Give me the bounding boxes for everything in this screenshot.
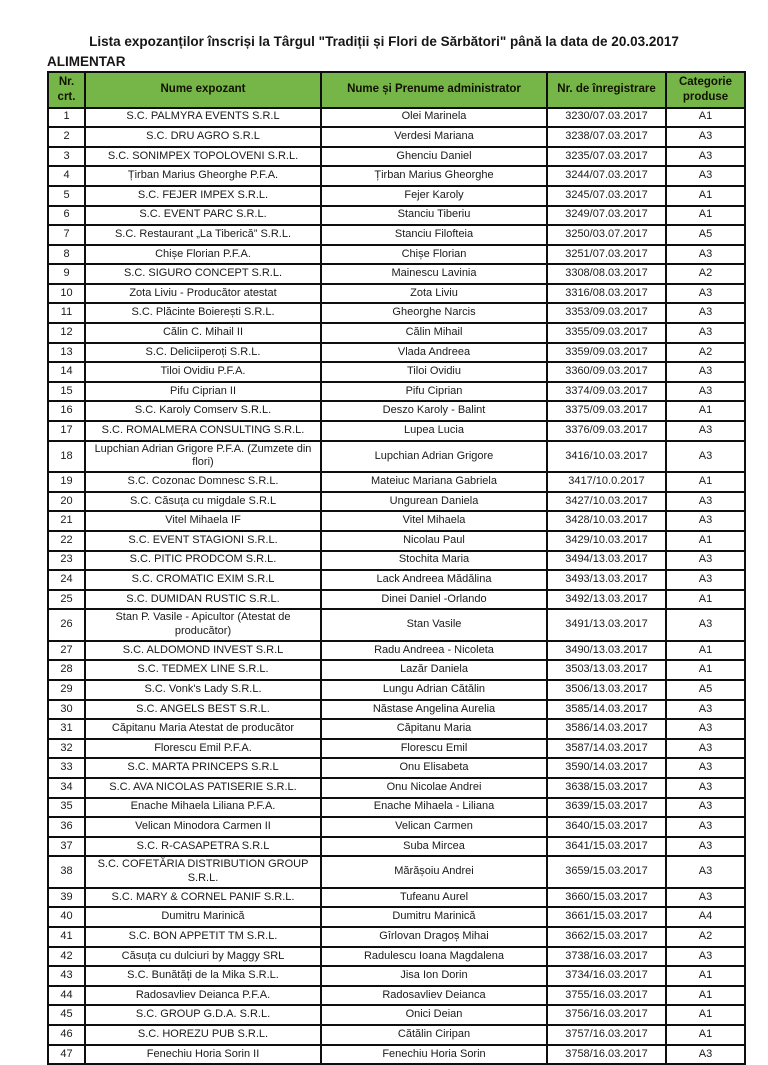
row-number-cell: 25 (48, 590, 85, 610)
row-number-cell: 26 (48, 609, 85, 641)
page-title: Lista expozanților înscriși la Târgul "Tradiții și Flori de Sărbători" până la data de 20.03.2017 (89, 34, 679, 49)
registration-number-cell: 3494/13.03.2017 (547, 551, 666, 571)
category-cell: A3 (666, 551, 745, 571)
exhibitor-name-cell: Stan P. Vasile - Apicultor (Atestat de producător) (85, 609, 321, 641)
category-cell: A1 (666, 590, 745, 610)
exhibitor-name-cell: S.C. Vonk's Lady S.R.L. (85, 680, 321, 700)
category-cell: A2 (666, 927, 745, 947)
exhibitor-name-cell: S.C. CROMATIC EXIM S.R.L (85, 570, 321, 590)
row-number-cell: 36 (48, 817, 85, 837)
registration-number-cell: 3374/09.03.2017 (547, 382, 666, 402)
table-row (48, 1045, 745, 1065)
table-row (48, 570, 745, 590)
registration-number-cell: 3585/14.03.2017 (547, 700, 666, 720)
administrator-name-cell: Pifu Ciprian (321, 382, 547, 402)
exhibitor-name-cell: S.C. Bunătăți de la Mika S.R.L. (85, 966, 321, 986)
administrator-name-cell: Olei Marinela (321, 108, 547, 128)
administrator-name-cell: Lupea Lucia (321, 421, 547, 441)
administrator-name-cell: Lungu Adrian Cătălin (321, 680, 547, 700)
table-row (48, 492, 745, 512)
category-cell: A3 (666, 947, 745, 967)
registration-number-cell: 3506/13.03.2017 (547, 680, 666, 700)
registration-number-cell: 3417/10.0.2017 (547, 472, 666, 492)
category-cell: A3 (666, 1045, 745, 1065)
table-row (48, 1005, 745, 1025)
exhibitor-name-cell: Enache Mihaela Liliana P.F.A. (85, 798, 321, 818)
table-row (48, 401, 745, 421)
category-cell: A3 (666, 570, 745, 590)
table-row (48, 719, 745, 739)
table-row (48, 166, 745, 186)
administrator-name-cell: Florescu Emil (321, 739, 547, 759)
exhibitor-name-cell: S.C. FEJER IMPEX S.R.L. (85, 186, 321, 206)
administrator-name-cell: Lupchian Adrian Grigore (321, 441, 547, 473)
category-cell: A1 (666, 1005, 745, 1025)
table-row (48, 837, 745, 857)
registration-number-cell: 3244/07.03.2017 (547, 166, 666, 186)
column-header-category: Categorie produse (666, 72, 745, 108)
table-row (48, 323, 745, 343)
registration-number-cell: 3251/07.03.2017 (547, 245, 666, 265)
table-row (48, 421, 745, 441)
category-cell: A3 (666, 798, 745, 818)
table-row (48, 382, 745, 402)
category-cell: A4 (666, 907, 745, 927)
row-number-cell: 27 (48, 641, 85, 661)
registration-number-cell: 3586/14.03.2017 (547, 719, 666, 739)
table-row (48, 888, 745, 908)
table-row (48, 186, 745, 206)
administrator-name-cell: Onu Nicolae Andrei (321, 778, 547, 798)
exhibitor-name-cell: S.C. SIGURO CONCEPT S.R.L. (85, 264, 321, 284)
category-cell: A3 (666, 837, 745, 857)
row-number-cell: 10 (48, 284, 85, 304)
exhibitor-name-cell: S.C. AVA NICOLAS PATISERIE S.R.L. (85, 778, 321, 798)
administrator-name-cell: Cătălin Ciripan (321, 1025, 547, 1045)
registration-number-cell: 3316/08.03.2017 (547, 284, 666, 304)
category-cell: A3 (666, 492, 745, 512)
exhibitor-name-cell: Florescu Emil P.F.A. (85, 739, 321, 759)
registration-number-cell: 3429/10.03.2017 (547, 531, 666, 551)
table-row (48, 225, 745, 245)
administrator-name-cell: Radulescu Ioana Magdalena (321, 947, 547, 967)
registration-number-cell: 3359/09.03.2017 (547, 343, 666, 363)
table-row (48, 609, 745, 641)
exhibitor-name-cell: S.C. Restaurant „La Tiberică” S.R.L. (85, 225, 321, 245)
exhibitor-name-cell: Călin C. Mihail II (85, 323, 321, 343)
registration-number-cell: 3491/13.03.2017 (547, 609, 666, 641)
column-header-exhibitor-name: Nume expozant (85, 72, 321, 108)
exhibitor-name-cell: S.C. DUMIDAN RUSTIC S.R.L. (85, 590, 321, 610)
table-row (48, 817, 745, 837)
exhibitor-name-cell: Pifu Ciprian II (85, 382, 321, 402)
table-row (48, 511, 745, 531)
exhibitor-name-cell: Lupchian Adrian Grigore P.F.A. (Zumzete din flori) (85, 441, 321, 473)
administrator-name-cell: Jisa Ion Dorin (321, 966, 547, 986)
administrator-name-cell: Mărășoiu Andrei (321, 856, 547, 888)
row-number-cell: 6 (48, 206, 85, 226)
column-header-administrator-name: Nume și Prenume administrator (321, 72, 547, 108)
row-number-cell: 9 (48, 264, 85, 284)
registration-number-cell: 3638/15.03.2017 (547, 778, 666, 798)
category-cell: A3 (666, 441, 745, 473)
exhibitor-name-cell: S.C. DRU AGRO S.R.L (85, 127, 321, 147)
administrator-name-cell: Călin Mihail (321, 323, 547, 343)
table-row (48, 284, 745, 304)
administrator-name-cell: Tufeanu Aurel (321, 888, 547, 908)
row-number-cell: 3 (48, 147, 85, 167)
exhibitor-name-cell: S.C. SONIMPEX TOPOLOVENI S.R.L. (85, 147, 321, 167)
administrator-name-cell: Suba Mircea (321, 837, 547, 857)
row-number-cell: 32 (48, 739, 85, 759)
exhibitor-name-cell: S.C. EVENT PARC S.R.L. (85, 206, 321, 226)
table-row (48, 127, 745, 147)
row-number-cell: 33 (48, 758, 85, 778)
category-cell: A1 (666, 401, 745, 421)
category-cell: A3 (666, 778, 745, 798)
registration-number-cell: 3756/16.03.2017 (547, 1005, 666, 1025)
registration-number-cell: 3235/07.03.2017 (547, 147, 666, 167)
table-row (48, 206, 745, 226)
administrator-name-cell: Lack Andreea Mădălina (321, 570, 547, 590)
administrator-name-cell: Tiloi Ovidiu (321, 362, 547, 382)
administrator-name-cell: Chișe Florian (321, 245, 547, 265)
exhibitor-name-cell: S.C. ROMALMERA CONSULTING S.R.L. (85, 421, 321, 441)
registration-number-cell: 3360/09.03.2017 (547, 362, 666, 382)
row-number-cell: 44 (48, 986, 85, 1006)
administrator-name-cell: Deszo Karoly - Balint (321, 401, 547, 421)
category-cell: A3 (666, 888, 745, 908)
row-number-cell: 47 (48, 1045, 85, 1065)
table-row (48, 947, 745, 967)
administrator-name-cell: Onici Deian (321, 1005, 547, 1025)
table-row (48, 907, 745, 927)
exhibitor-name-cell: S.C. R-CASAPETRA S.R.L (85, 837, 321, 857)
category-cell: A3 (666, 362, 745, 382)
table-row (48, 680, 745, 700)
table-row (48, 108, 745, 128)
table-row (48, 245, 745, 265)
row-number-cell: 35 (48, 798, 85, 818)
row-number-cell: 34 (48, 778, 85, 798)
row-number-cell: 28 (48, 660, 85, 680)
row-number-cell: 21 (48, 511, 85, 531)
exhibitor-name-cell: Tiloi Ovidiu P.F.A. (85, 362, 321, 382)
category-cell: A3 (666, 700, 745, 720)
row-number-cell: 16 (48, 401, 85, 421)
registration-number-cell: 3245/07.03.2017 (547, 186, 666, 206)
category-cell: A3 (666, 511, 745, 531)
row-number-cell: 5 (48, 186, 85, 206)
category-cell: A2 (666, 343, 745, 363)
registration-number-cell: 3659/15.03.2017 (547, 856, 666, 888)
administrator-name-cell: Verdesi Mariana (321, 127, 547, 147)
row-number-cell: 40 (48, 907, 85, 927)
exhibitor-name-cell: S.C. PITIC PRODCOM S.R.L. (85, 551, 321, 571)
exhibitor-name-cell: Fenechiu Horia Sorin II (85, 1045, 321, 1065)
exhibitor-name-cell: S.C. Deliciiperoți S.R.L. (85, 343, 321, 363)
category-cell: A3 (666, 147, 745, 167)
registration-number-cell: 3641/15.03.2017 (547, 837, 666, 857)
row-number-cell: 23 (48, 551, 85, 571)
registration-number-cell: 3587/14.03.2017 (547, 739, 666, 759)
exhibitor-name-cell: S.C. EVENT STAGIONI S.R.L. (85, 531, 321, 551)
row-number-cell: 31 (48, 719, 85, 739)
row-number-cell: 15 (48, 382, 85, 402)
row-number-cell: 13 (48, 343, 85, 363)
registration-number-cell: 3639/15.03.2017 (547, 798, 666, 818)
administrator-name-cell: Dumitru Marinică (321, 907, 547, 927)
table-row (48, 147, 745, 167)
administrator-name-cell: Țirban Marius Gheorghe (321, 166, 547, 186)
table-row (48, 551, 745, 571)
exhibitor-name-cell: Vitel Mihaela IF (85, 511, 321, 531)
administrator-name-cell: Enache Mihaela - Liliana (321, 798, 547, 818)
row-number-cell: 24 (48, 570, 85, 590)
registration-number-cell: 3250/03.07.2017 (547, 225, 666, 245)
row-number-cell: 17 (48, 421, 85, 441)
category-cell: A1 (666, 660, 745, 680)
row-number-cell: 29 (48, 680, 85, 700)
exhibitor-name-cell: Căpitanu Maria Atestat de producător (85, 719, 321, 739)
administrator-name-cell: Mainescu Lavinia (321, 264, 547, 284)
registration-number-cell: 3355/09.03.2017 (547, 323, 666, 343)
exhibitor-name-cell: Chișe Florian P.F.A. (85, 245, 321, 265)
category-cell: A3 (666, 856, 745, 888)
row-number-cell: 41 (48, 927, 85, 947)
category-cell: A3 (666, 382, 745, 402)
registration-number-cell: 3249/07.03.2017 (547, 206, 666, 226)
registration-number-cell: 3230/07.03.2017 (547, 108, 666, 128)
category-cell: A1 (666, 986, 745, 1006)
table-row (48, 362, 745, 382)
administrator-name-cell: Ungurean Daniela (321, 492, 547, 512)
row-number-cell: 45 (48, 1005, 85, 1025)
category-cell: A2 (666, 264, 745, 284)
exhibitor-name-cell: Velican Minodora Carmen II (85, 817, 321, 837)
table-body (48, 108, 745, 1065)
exhibitor-name-cell: S.C. Plăcinte Boierești S.R.L. (85, 303, 321, 323)
category-cell: A3 (666, 303, 745, 323)
table-row (48, 986, 745, 1006)
category-cell: A3 (666, 719, 745, 739)
section-label-alimentar: ALIMENTAR (47, 53, 126, 69)
registration-number-cell: 3640/15.03.2017 (547, 817, 666, 837)
exhibitor-name-cell: S.C. Căsuța cu migdale S.R.L (85, 492, 321, 512)
table-row (48, 660, 745, 680)
registration-number-cell: 3375/09.03.2017 (547, 401, 666, 421)
exhibitor-name-cell: Radosavliev Deianca P.F.A. (85, 986, 321, 1006)
exhibitor-name-cell: S.C. ANGELS BEST S.R.L. (85, 700, 321, 720)
table-header-row (48, 72, 745, 108)
administrator-name-cell: Fejer Karoly (321, 186, 547, 206)
exhibitor-name-cell: S.C. ALDOMOND INVEST S.R.L (85, 641, 321, 661)
category-cell: A3 (666, 166, 745, 186)
administrator-name-cell: Năstase Angelina Aurelia (321, 700, 547, 720)
registration-number-cell: 3661/15.03.2017 (547, 907, 666, 927)
registration-number-cell: 3238/07.03.2017 (547, 127, 666, 147)
row-number-cell: 43 (48, 966, 85, 986)
row-number-cell: 2 (48, 127, 85, 147)
exhibitor-name-cell: S.C. MARTA PRINCEPS S.R.L (85, 758, 321, 778)
administrator-name-cell: Stanciu Tiberiu (321, 206, 547, 226)
category-cell: A1 (666, 641, 745, 661)
table-row (48, 1025, 745, 1045)
exhibitor-name-cell: S.C. Cozonac Domnesc S.R.L. (85, 472, 321, 492)
table-row (48, 856, 745, 888)
row-number-cell: 38 (48, 856, 85, 888)
administrator-name-cell: Nicolau Paul (321, 531, 547, 551)
exhibitor-name-cell: Zota Liviu - Producător atestat (85, 284, 321, 304)
administrator-name-cell: Dinei Daniel -Orlando (321, 590, 547, 610)
row-number-cell: 12 (48, 323, 85, 343)
table-row (48, 590, 745, 610)
registration-number-cell: 3428/10.03.2017 (547, 511, 666, 531)
row-number-cell: 1 (48, 108, 85, 128)
registration-number-cell: 3757/16.03.2017 (547, 1025, 666, 1045)
row-number-cell: 30 (48, 700, 85, 720)
row-number-cell: 39 (48, 888, 85, 908)
category-cell: A3 (666, 127, 745, 147)
exhibitor-name-cell: S.C. PALMYRA EVENTS S.R.L (85, 108, 321, 128)
registration-number-cell: 3492/13.03.2017 (547, 590, 666, 610)
row-number-cell: 19 (48, 472, 85, 492)
table-row (48, 700, 745, 720)
exhibitor-name-cell: S.C. MARY & CORNEL PANIF S.R.L. (85, 888, 321, 908)
table-row (48, 531, 745, 551)
administrator-name-cell: Stochita Maria (321, 551, 547, 571)
category-cell: A3 (666, 817, 745, 837)
row-number-cell: 7 (48, 225, 85, 245)
category-cell: A1 (666, 186, 745, 206)
row-number-cell: 18 (48, 441, 85, 473)
registration-number-cell: 3662/15.03.2017 (547, 927, 666, 947)
category-cell: A3 (666, 421, 745, 441)
administrator-name-cell: Lazăr Daniela (321, 660, 547, 680)
administrator-name-cell: Vlada Andreea (321, 343, 547, 363)
administrator-name-cell: Radu Andreea - Nicoleta (321, 641, 547, 661)
exhibitor-name-cell: S.C. TEDMEX LINE S.R.L. (85, 660, 321, 680)
administrator-name-cell: Radosavliev Deianca (321, 986, 547, 1006)
category-cell: A5 (666, 225, 745, 245)
row-number-cell: 46 (48, 1025, 85, 1045)
exhibitor-name-cell: S.C. Karoly Comserv S.R.L. (85, 401, 321, 421)
category-cell: A3 (666, 284, 745, 304)
table-row (48, 927, 745, 947)
category-cell: A1 (666, 472, 745, 492)
category-cell: A3 (666, 245, 745, 265)
table-row (48, 778, 745, 798)
registration-number-cell: 3308/08.03.2017 (547, 264, 666, 284)
category-cell: A1 (666, 966, 745, 986)
category-cell: A1 (666, 206, 745, 226)
registration-number-cell: 3503/13.03.2017 (547, 660, 666, 680)
administrator-name-cell: Gîrlovan Dragoș Mihai (321, 927, 547, 947)
table-row (48, 472, 745, 492)
table-row (48, 758, 745, 778)
registration-number-cell: 3734/16.03.2017 (547, 966, 666, 986)
row-number-cell: 20 (48, 492, 85, 512)
table-row (48, 641, 745, 661)
registration-number-cell: 3738/16.03.2017 (547, 947, 666, 967)
category-cell: A3 (666, 739, 745, 759)
category-cell: A3 (666, 323, 745, 343)
administrator-name-cell: Onu Elisabeta (321, 758, 547, 778)
table-row (48, 798, 745, 818)
row-number-cell: 14 (48, 362, 85, 382)
exhibitors-table (47, 71, 746, 1065)
category-cell: A1 (666, 108, 745, 128)
column-header-registration-number: Nr. de înregistrare (547, 72, 666, 108)
administrator-name-cell: Fenechiu Horia Sorin (321, 1045, 547, 1065)
administrator-name-cell: Velican Carmen (321, 817, 547, 837)
administrator-name-cell: Căpitanu Maria (321, 719, 547, 739)
registration-number-cell: 3376/09.03.2017 (547, 421, 666, 441)
table-row (48, 441, 745, 473)
row-number-cell: 8 (48, 245, 85, 265)
category-cell: A1 (666, 531, 745, 551)
table-row (48, 739, 745, 759)
table-row (48, 264, 745, 284)
category-cell: A1 (666, 1025, 745, 1045)
registration-number-cell: 3427/10.03.2017 (547, 492, 666, 512)
exhibitor-name-cell: Țirban Marius Gheorghe P.F.A. (85, 166, 321, 186)
exhibitor-name-cell: Dumitru Marinică (85, 907, 321, 927)
administrator-name-cell: Vitel Mihaela (321, 511, 547, 531)
registration-number-cell: 3755/16.03.2017 (547, 986, 666, 1006)
row-number-cell: 4 (48, 166, 85, 186)
column-header-row-number: Nr. crt. (48, 72, 85, 108)
administrator-name-cell: Ghenciu Daniel (321, 147, 547, 167)
exhibitor-name-cell: S.C. GROUP G.D.A. S.R.L. (85, 1005, 321, 1025)
category-cell: A3 (666, 609, 745, 641)
row-number-cell: 22 (48, 531, 85, 551)
registration-number-cell: 3490/13.03.2017 (547, 641, 666, 661)
exhibitor-name-cell: S.C. COFETĂRIA DISTRIBUTION GROUP S.R.L. (85, 856, 321, 888)
administrator-name-cell: Gheorghe Narcis (321, 303, 547, 323)
exhibitor-name-cell: S.C. BON APPETIT TM S.R.L. (85, 927, 321, 947)
table-header (48, 72, 745, 108)
table-row (48, 343, 745, 363)
registration-number-cell: 3590/14.03.2017 (547, 758, 666, 778)
exhibitor-name-cell: S.C. HOREZU PUB S.R.L. (85, 1025, 321, 1045)
registration-number-cell: 3660/15.03.2017 (547, 888, 666, 908)
exhibitor-name-cell: Căsuța cu dulciuri by Maggy SRL (85, 947, 321, 967)
administrator-name-cell: Stanciu Filofteia (321, 225, 547, 245)
row-number-cell: 42 (48, 947, 85, 967)
registration-number-cell: 3353/09.03.2017 (547, 303, 666, 323)
table-row (48, 303, 745, 323)
category-cell: A5 (666, 680, 745, 700)
registration-number-cell: 3416/10.03.2017 (547, 441, 666, 473)
administrator-name-cell: Zota Liviu (321, 284, 547, 304)
registration-number-cell: 3493/13.03.2017 (547, 570, 666, 590)
category-cell: A3 (666, 758, 745, 778)
administrator-name-cell: Mateiuc Mariana Gabriela (321, 472, 547, 492)
registration-number-cell: 3758/16.03.2017 (547, 1045, 666, 1065)
table-row (48, 966, 745, 986)
row-number-cell: 37 (48, 837, 85, 857)
row-number-cell: 11 (48, 303, 85, 323)
administrator-name-cell: Stan Vasile (321, 609, 547, 641)
